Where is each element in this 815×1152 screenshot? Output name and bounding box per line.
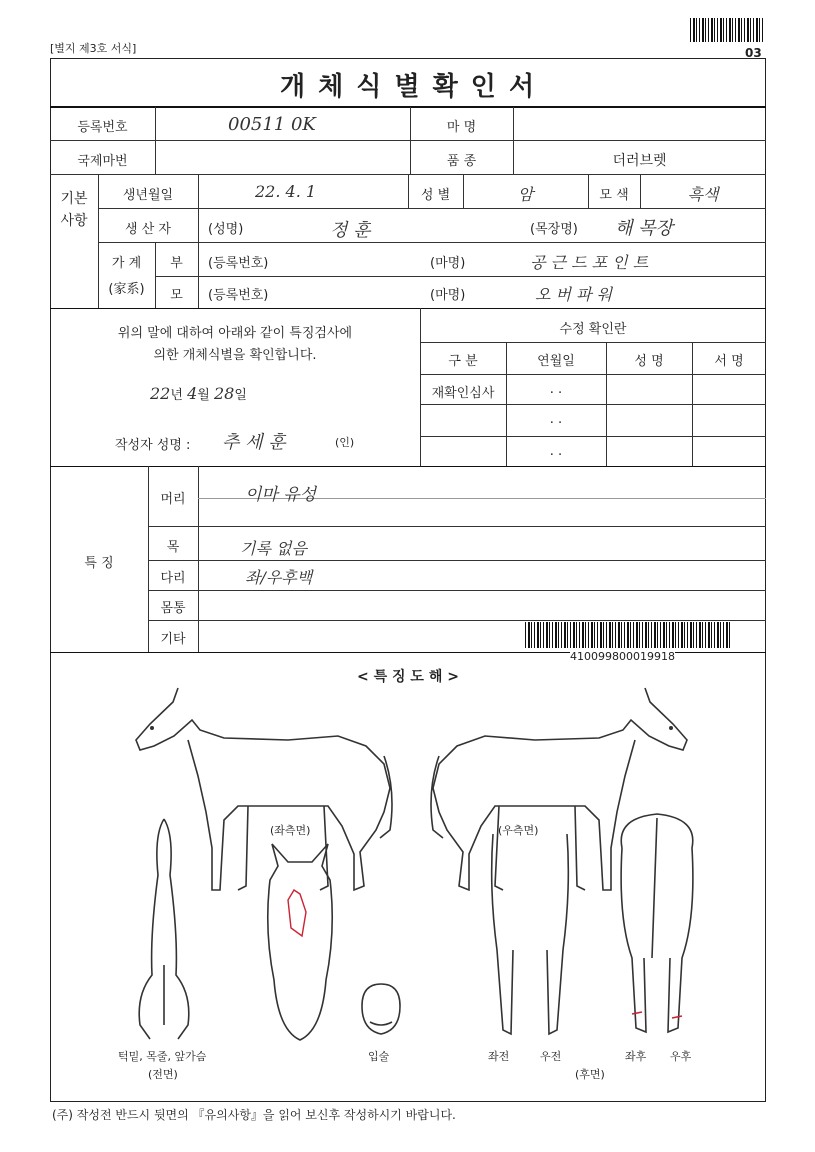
- footer-note: (주) 작성전 반드시 뒷면의 『유의사항』을 읽어 보신후 작성하시기 바랍니다.: [52, 1108, 456, 1122]
- reg-no-label: 등록번호: [77, 120, 128, 135]
- producer-name-value: 정 훈: [330, 220, 371, 241]
- ranch-value: 해 목장: [615, 218, 673, 239]
- lip-caption: 입술: [368, 1050, 390, 1063]
- neck-value: 기록 없음: [240, 539, 307, 558]
- basic-section-label: 기본사항: [60, 191, 88, 229]
- sire-name-label: (마명): [430, 256, 466, 271]
- left-side-label: (좌측면): [270, 824, 311, 837]
- producer-label: 생 산 자: [125, 222, 171, 237]
- sex-label: 성 별: [420, 188, 451, 203]
- legs-value: 좌/우후백: [245, 568, 313, 587]
- revision-col-sign: 서 명: [714, 354, 744, 369]
- breed-value: 더러브렛: [612, 153, 667, 169]
- confirm-statement-1: 위의 말에 대하여 아래와 같이 특징검사에: [117, 326, 353, 341]
- date-month: 4: [187, 384, 198, 403]
- horse-forelegs-drawing: [485, 830, 575, 1045]
- revision-col-date: 연월일: [537, 354, 575, 369]
- horse-name-label: 마 명: [446, 120, 477, 135]
- features-section-label: 특 징: [84, 556, 114, 571]
- revision-row1-label: 재확인심사: [431, 386, 495, 401]
- left-fore-caption: 좌전: [488, 1050, 510, 1063]
- dam-name-value: 오 버 파 워: [535, 285, 613, 304]
- left-hind-caption: 좌후: [625, 1050, 647, 1063]
- revision-date-3: . .: [549, 444, 563, 459]
- intl-no-label: 국제마번: [77, 154, 128, 169]
- revision-title: 수정 확인란: [559, 322, 627, 337]
- ranch-label: (목장명): [530, 222, 578, 237]
- page-number: 03: [745, 46, 762, 60]
- right-hind-caption: 우후: [670, 1050, 692, 1063]
- producer-name-label: (성명): [208, 222, 244, 237]
- body-label: 몸통: [160, 601, 186, 616]
- reg-no-value: 00511 0K: [228, 114, 316, 135]
- title-divider: [50, 106, 766, 108]
- breed-label: 품 종: [446, 154, 477, 169]
- revision-col-category: 구 분: [448, 354, 478, 369]
- sire-reg-label: (등록번호): [208, 256, 269, 271]
- document-title: 개 체 식 별 확 인 서: [279, 72, 537, 102]
- right-side-label: (우측면): [498, 824, 539, 837]
- date-day: 28: [213, 384, 235, 403]
- color-label: 모 색: [599, 188, 629, 203]
- lineage-label: 가 계: [111, 256, 142, 271]
- revision-date-1: . .: [549, 382, 563, 397]
- feature-barcode: [525, 622, 730, 648]
- author-label: 작성자 성명 :: [115, 438, 191, 453]
- other-label: 기타: [160, 632, 186, 647]
- confirm-statement-2: 의한 개체식별을 확인합니다.: [153, 348, 317, 363]
- revision-date-2: . .: [549, 412, 563, 427]
- dam-label: 모: [170, 288, 183, 303]
- sire-name-value: 공 근 드 포 인 트: [530, 253, 649, 272]
- revision-col-name: 성 명: [634, 354, 664, 369]
- legs-label: 다리: [160, 571, 186, 586]
- date-year-unit: 년: [170, 388, 183, 403]
- seal-mark: (인): [335, 436, 355, 449]
- head-value: 이마 유성: [245, 485, 317, 505]
- horse-face-front-drawing: [258, 840, 343, 1045]
- form-label: [별지 제3호 서식]: [50, 42, 137, 55]
- horse-rear-drawing: [612, 808, 702, 1043]
- date-year: 22: [150, 384, 171, 403]
- top-barcode: [690, 18, 765, 42]
- sex-value: 암: [517, 185, 534, 204]
- birth-value: 22. 4. 1: [255, 182, 317, 201]
- color-value: 흑색: [687, 185, 719, 204]
- date-month-unit: 월: [197, 388, 210, 403]
- right-fore-caption: 우전: [540, 1050, 562, 1063]
- chest-caption: 턱밑, 목줄, 앞가슴: [118, 1050, 207, 1063]
- front-caption: (전면): [148, 1068, 178, 1081]
- dam-reg-label: (등록번호): [208, 288, 269, 303]
- sire-label: 부: [170, 256, 183, 271]
- birth-label: 생년월일: [122, 188, 174, 203]
- confirm-date: [150, 384, 247, 403]
- neck-label: 목: [166, 540, 180, 555]
- rear-caption: (후면): [575, 1068, 605, 1081]
- dam-name-label: (마명): [430, 288, 466, 303]
- horse-neck-chest-drawing: [130, 815, 200, 1045]
- author-value: 추 세 훈: [222, 432, 286, 453]
- lineage-hanja: (家系): [108, 282, 145, 297]
- diagram-title: < 특 징 도 해 >: [357, 669, 459, 685]
- date-day-unit: 일: [234, 388, 247, 403]
- barcode-number: 410099800019918: [570, 650, 675, 663]
- head-label: 머리: [160, 492, 186, 507]
- horse-lips-drawing: [356, 980, 406, 1040]
